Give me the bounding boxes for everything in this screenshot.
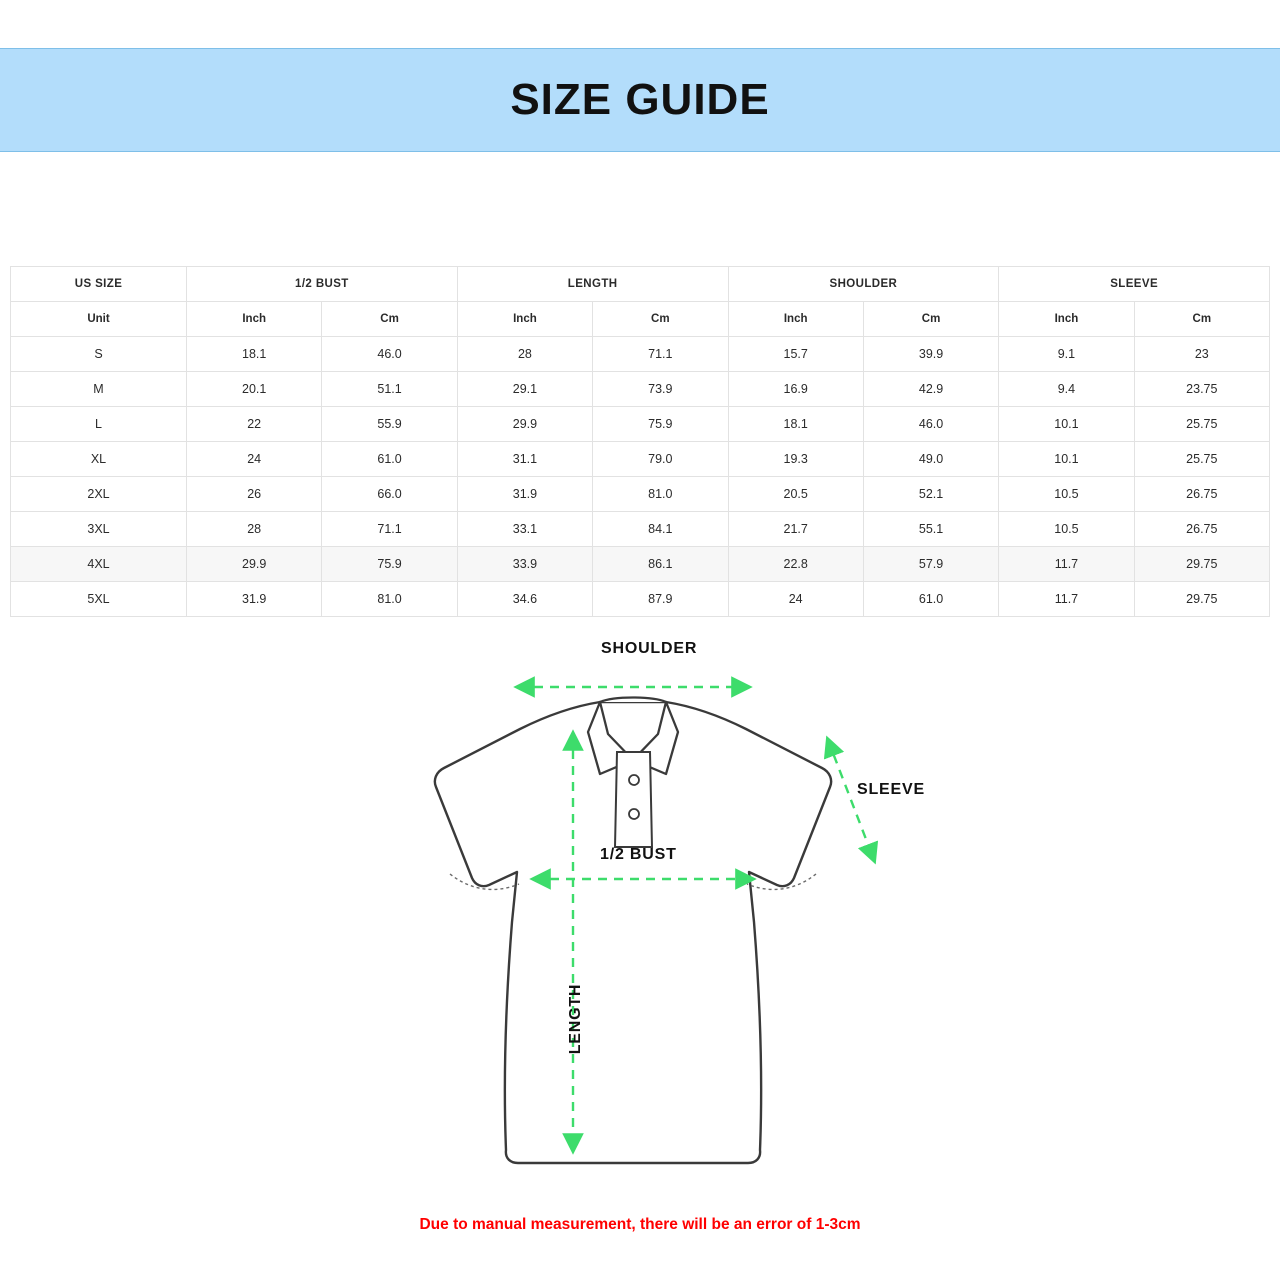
unit-length-inch: Inch — [457, 302, 592, 337]
row-sleeve-cm: 23.75 — [1134, 372, 1269, 407]
unit-shoulder-cm: Cm — [863, 302, 998, 337]
sleeve-arrow — [828, 740, 874, 860]
row-bust-cm: 81.0 — [322, 582, 457, 617]
row-bust-cm: 75.9 — [322, 547, 457, 582]
row-sleeve-cm: 25.75 — [1134, 407, 1269, 442]
row-sleeve-inch: 9.4 — [999, 372, 1134, 407]
header-half-bust: 1/2 BUST — [187, 267, 458, 302]
measurement-diagram — [0, 622, 1280, 1202]
unit-sleeve-inch: Inch — [999, 302, 1134, 337]
row-shoulder-inch: 19.3 — [728, 442, 863, 477]
row-length-cm: 81.0 — [593, 477, 728, 512]
row-length-cm: 71.1 — [593, 337, 728, 372]
row-length-inch: 34.6 — [457, 582, 592, 617]
row-sleeve-cm: 29.75 — [1134, 547, 1269, 582]
row-bust-inch: 22 — [187, 407, 322, 442]
header-sleeve: SLEEVE — [999, 267, 1270, 302]
row-sleeve-cm: 29.75 — [1134, 582, 1269, 617]
row-length-cm: 84.1 — [593, 512, 728, 547]
table-row — [11, 512, 1270, 547]
row-bust-cm: 61.0 — [322, 442, 457, 477]
row-sleeve-inch: 9.1 — [999, 337, 1134, 372]
unit-bust-inch: Inch — [187, 302, 322, 337]
row-shoulder-inch: 21.7 — [728, 512, 863, 547]
row-bust-inch: 26 — [187, 477, 322, 512]
unit-shoulder-inch: Inch — [728, 302, 863, 337]
row-bust-inch: 29.9 — [187, 547, 322, 582]
row-sleeve-cm: 25.75 — [1134, 442, 1269, 477]
row-size: XL — [11, 442, 187, 477]
unit-length-cm: Cm — [593, 302, 728, 337]
row-bust-inch: 20.1 — [187, 372, 322, 407]
row-sleeve-inch: 10.1 — [999, 407, 1134, 442]
row-sleeve-inch: 10.5 — [999, 477, 1134, 512]
header-shoulder: SHOULDER — [728, 267, 999, 302]
size-table-body — [11, 302, 1270, 617]
row-length-inch: 33.9 — [457, 547, 592, 582]
row-length-cm: 75.9 — [593, 407, 728, 442]
row-length-cm: 87.9 — [593, 582, 728, 617]
length-label: LENGTH — [567, 983, 584, 1055]
row-shoulder-cm: 42.9 — [863, 372, 998, 407]
row-shoulder-cm: 57.9 — [863, 547, 998, 582]
row-shoulder-cm: 52.1 — [863, 477, 998, 512]
size-table — [10, 266, 1270, 617]
bust-label: 1/2 BUST — [600, 846, 677, 863]
row-bust-cm: 55.9 — [322, 407, 457, 442]
row-shoulder-cm: 55.1 — [863, 512, 998, 547]
size-guide-header — [0, 48, 1280, 152]
row-length-inch: 29.9 — [457, 407, 592, 442]
row-bust-cm: 46.0 — [322, 337, 457, 372]
row-shoulder-inch: 20.5 — [728, 477, 863, 512]
row-bust-inch: 18.1 — [187, 337, 322, 372]
row-length-inch: 28 — [457, 337, 592, 372]
placket — [615, 752, 652, 847]
row-shoulder-cm: 49.0 — [863, 442, 998, 477]
header-us-size: US SIZE — [11, 267, 187, 302]
unit-label: Unit — [11, 302, 187, 337]
row-bust-cm: 51.1 — [322, 372, 457, 407]
row-length-inch: 33.1 — [457, 512, 592, 547]
row-bust-cm: 71.1 — [322, 512, 457, 547]
table-row — [11, 477, 1270, 512]
header-length: LENGTH — [457, 267, 728, 302]
row-sleeve-cm: 26.75 — [1134, 512, 1269, 547]
row-bust-inch: 31.9 — [187, 582, 322, 617]
table-row — [11, 337, 1270, 372]
unit-row — [11, 302, 1270, 337]
row-bust-inch: 24 — [187, 442, 322, 477]
row-size: 2XL — [11, 477, 187, 512]
row-length-inch: 31.9 — [457, 477, 592, 512]
table-row — [11, 547, 1270, 582]
row-size: 5XL — [11, 582, 187, 617]
sleeve-label: SLEEVE — [857, 781, 925, 798]
unit-sleeve-cm: Cm — [1134, 302, 1269, 337]
page-title: SIZE GUIDE — [510, 75, 770, 124]
row-shoulder-inch: 16.9 — [728, 372, 863, 407]
row-shoulder-inch: 15.7 — [728, 337, 863, 372]
shoulder-label: SHOULDER — [601, 640, 698, 657]
row-length-cm: 79.0 — [593, 442, 728, 477]
row-shoulder-inch: 24 — [728, 582, 863, 617]
row-shoulder-inch: 22.8 — [728, 547, 863, 582]
polo-shirt-illustration — [0, 622, 1280, 1202]
row-shoulder-cm: 61.0 — [863, 582, 998, 617]
unit-bust-cm: Cm — [322, 302, 457, 337]
row-shoulder-inch: 18.1 — [728, 407, 863, 442]
row-size: S — [11, 337, 187, 372]
table-row — [11, 442, 1270, 477]
row-size: 3XL — [11, 512, 187, 547]
row-length-inch: 29.1 — [457, 372, 592, 407]
row-bust-inch: 28 — [187, 512, 322, 547]
size-table-head — [11, 267, 1270, 302]
size-table-container — [10, 266, 1270, 617]
row-bust-cm: 66.0 — [322, 477, 457, 512]
row-length-cm: 73.9 — [593, 372, 728, 407]
row-sleeve-inch: 11.7 — [999, 547, 1134, 582]
row-shoulder-cm: 39.9 — [863, 337, 998, 372]
row-length-inch: 31.1 — [457, 442, 592, 477]
measurement-disclaimer: Due to manual measurement, there will be an error of 1-3cm — [419, 1216, 861, 1233]
table-row — [11, 372, 1270, 407]
table-row — [11, 582, 1270, 617]
row-size: L — [11, 407, 187, 442]
table-row — [11, 407, 1270, 442]
row-size: M — [11, 372, 187, 407]
row-sleeve-cm: 26.75 — [1134, 477, 1269, 512]
row-length-cm: 86.1 — [593, 547, 728, 582]
row-sleeve-inch: 10.5 — [999, 512, 1134, 547]
group-header-row — [11, 267, 1270, 302]
row-size: 4XL — [11, 547, 187, 582]
row-sleeve-cm: 23 — [1134, 337, 1269, 372]
row-shoulder-cm: 46.0 — [863, 407, 998, 442]
row-sleeve-inch: 10.1 — [999, 442, 1134, 477]
row-sleeve-inch: 11.7 — [999, 582, 1134, 617]
